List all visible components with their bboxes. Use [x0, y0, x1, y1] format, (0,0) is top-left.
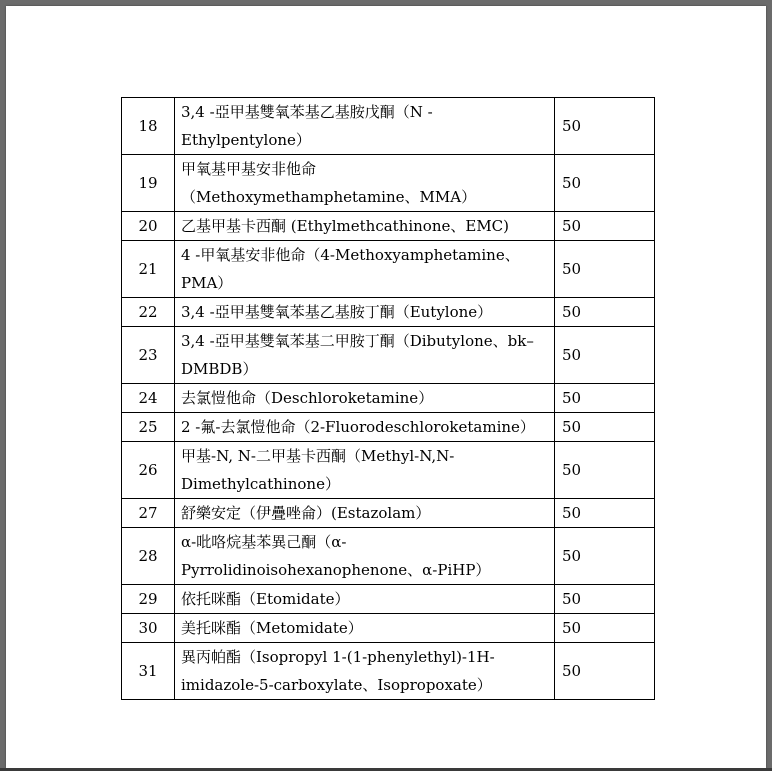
table-row	[122, 442, 655, 499]
table-row	[122, 298, 655, 327]
table-row	[122, 241, 655, 298]
table-row	[122, 585, 655, 614]
substance-name: 甲氧基甲基安非他命（Methoxymethamphetamine、MMA）	[175, 155, 555, 212]
row-number: 31	[122, 643, 175, 700]
substance-name: 4 -甲氧基安非他命（4-Methoxyamphetamine、PMA）	[175, 241, 555, 298]
threshold-value: 50	[555, 241, 655, 298]
table-row	[122, 212, 655, 241]
table-row	[122, 499, 655, 528]
row-number: 19	[122, 155, 175, 212]
row-number: 27	[122, 499, 175, 528]
row-number: 24	[122, 384, 175, 413]
threshold-value: 50	[555, 499, 655, 528]
threshold-value: 50	[555, 643, 655, 700]
substance-name: 2 -氟-去氯愷他命（2-Fluorodeschloroketamine）	[175, 413, 555, 442]
row-number: 18	[122, 98, 175, 155]
substance-name: 舒樂安定（伊疊唑侖）(Estazolam）	[175, 499, 555, 528]
threshold-value: 50	[555, 614, 655, 643]
row-number: 25	[122, 413, 175, 442]
substance-name: 去氯愷他命（Deschloroketamine）	[175, 384, 555, 413]
table-row	[122, 327, 655, 384]
row-number: 21	[122, 241, 175, 298]
table-row	[122, 155, 655, 212]
substance-name: 甲基-N, N-二甲基卡西酮（Methyl-N,N-Dimethylcathinone）	[175, 442, 555, 499]
document-page	[6, 6, 766, 768]
table-row	[122, 528, 655, 585]
row-number: 26	[122, 442, 175, 499]
substance-table	[121, 97, 655, 700]
table-row	[122, 98, 655, 155]
threshold-value: 50	[555, 528, 655, 585]
row-number: 29	[122, 585, 175, 614]
threshold-value: 50	[555, 298, 655, 327]
threshold-value: 50	[555, 98, 655, 155]
table-row	[122, 413, 655, 442]
table-row	[122, 384, 655, 413]
table-row	[122, 643, 655, 700]
substance-name: 3,4 -亞甲基雙氧苯基乙基胺丁酮（Eutylone）	[175, 298, 555, 327]
substance-name: 乙基甲基卡西酮 (Ethylmethcathinone、EMC)	[175, 212, 555, 241]
substance-name: α-吡咯烷基苯異己酮（α-Pyrrolidinoisohexanophenone、α-PiHP）	[175, 528, 555, 585]
threshold-value: 50	[555, 442, 655, 499]
threshold-value: 50	[555, 585, 655, 614]
substance-name: 依托咪酯（Etomidate）	[175, 585, 555, 614]
row-number: 28	[122, 528, 175, 585]
threshold-value: 50	[555, 212, 655, 241]
row-number: 20	[122, 212, 175, 241]
row-number: 22	[122, 298, 175, 327]
row-number: 30	[122, 614, 175, 643]
table-body	[122, 98, 655, 700]
row-number: 23	[122, 327, 175, 384]
substance-name: 美托咪酯（Metomidate）	[175, 614, 555, 643]
substance-name: 3,4 -亞甲基雙氧苯基二甲胺丁酮（Dibutylone、bk–DMBDB）	[175, 327, 555, 384]
table-row	[122, 614, 655, 643]
threshold-value: 50	[555, 155, 655, 212]
substance-name: 異丙帕酯（Isopropyl 1-(1-phenylethyl)-1H-imidazole-5-carboxylate、Isopropoxate）	[175, 643, 555, 700]
substance-name: 3,4 -亞甲基雙氧苯基乙基胺戊酮（N -Ethylpentylone）	[175, 98, 555, 155]
threshold-value: 50	[555, 384, 655, 413]
threshold-value: 50	[555, 327, 655, 384]
threshold-value: 50	[555, 413, 655, 442]
